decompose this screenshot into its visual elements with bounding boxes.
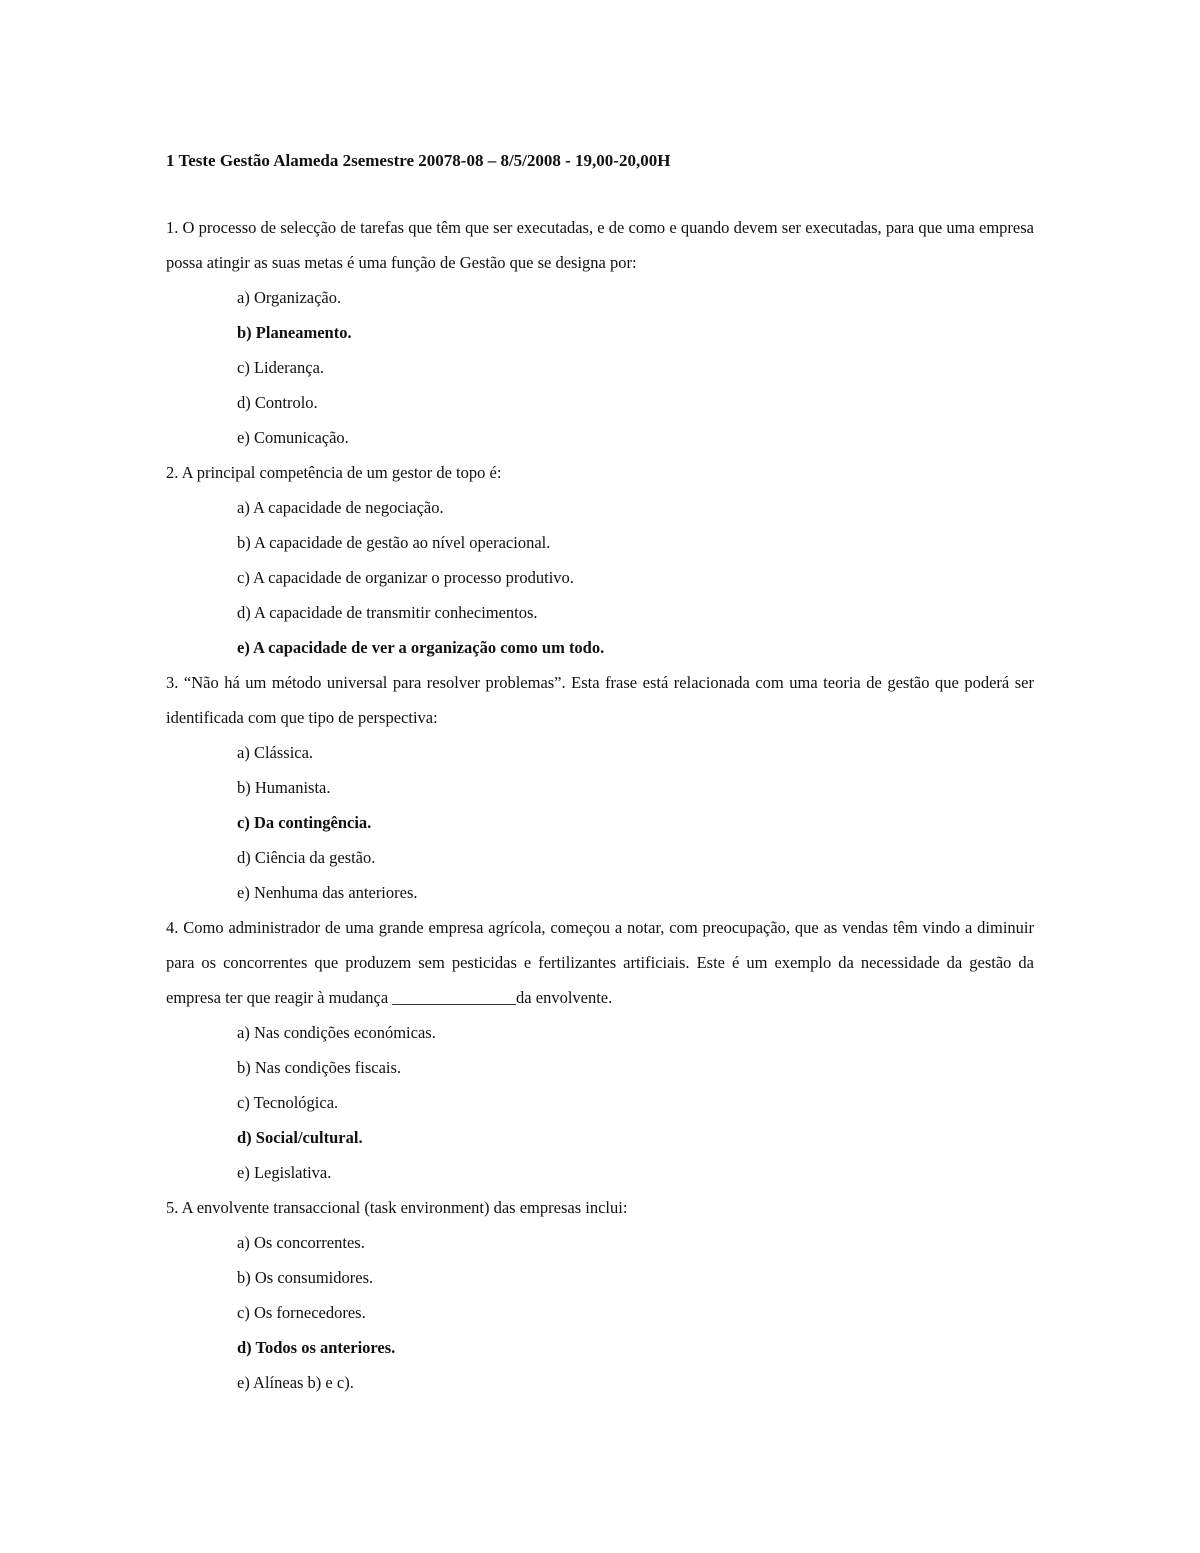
question-text: 5. A envolvente transaccional (task environment) das empresas inclui: xyxy=(166,1198,628,1217)
answer-option: a) Os concorrentes. xyxy=(237,1233,365,1252)
question-block xyxy=(166,910,1034,1190)
answer-option-correct: e) A capacidade de ver a organização como um todo. xyxy=(237,638,605,657)
question-text: 4. Como administrador de uma grande empresa agrícola, começou a notar, com preocupação, que as vendas têm vindo a diminuir para os concorrentes que produzem sem pesticidas e fertilizantes artificiais. Este é um exemplo da necessidade da gestão da empresa ter que reagir à mudança _______________da envolvente. xyxy=(166,918,1034,1007)
question-list xyxy=(166,210,1034,1400)
question-text: 3. “Não há um método universal para resolver problemas”. Esta frase está relacionada com uma teoria de gestão que poderá ser identificada com que tipo de perspectiva: xyxy=(166,673,1034,727)
document-title: 1 Teste Gestão Alameda 2semestre 20078-08 – 8/5/2008 - 19,00-20,00H xyxy=(166,151,671,170)
answer-options xyxy=(166,280,1034,455)
answer-option: c) Tecnológica. xyxy=(237,1093,339,1112)
answer-option: a) Nas condições económicas. xyxy=(237,1023,436,1042)
question-block xyxy=(166,665,1034,910)
answer-options xyxy=(166,1225,1034,1400)
answer-options xyxy=(166,735,1034,910)
answer-option-correct: b) Planeamento. xyxy=(237,323,352,342)
answer-option: b) Nas condições fiscais. xyxy=(237,1058,402,1077)
answer-option: c) A capacidade de organizar o processo produtivo. xyxy=(237,568,574,587)
answer-option: d) Controlo. xyxy=(237,393,318,412)
answer-option-correct: d) Todos os anteriores. xyxy=(237,1338,396,1357)
answer-option: a) A capacidade de negociação. xyxy=(237,498,444,517)
document-content xyxy=(166,148,1034,1400)
answer-option: e) Comunicação. xyxy=(237,428,349,447)
answer-option: a) Organização. xyxy=(237,288,342,307)
answer-option: b) Os consumidores. xyxy=(237,1268,374,1287)
answer-option: b) Humanista. xyxy=(237,778,331,797)
answer-option: a) Clássica. xyxy=(237,743,314,762)
answer-options xyxy=(166,1015,1034,1190)
question-text: 2. A principal competência de um gestor de topo é: xyxy=(166,463,502,482)
answer-option: c) Os fornecedores. xyxy=(237,1303,366,1322)
question-block xyxy=(166,1190,1034,1400)
answer-option-correct: d) Social/cultural. xyxy=(237,1128,363,1147)
answer-option: e) Alíneas b) e c). xyxy=(237,1373,354,1392)
question-block xyxy=(166,210,1034,455)
answer-option: e) Legislativa. xyxy=(237,1163,332,1182)
question-text: 1. O processo de selecção de tarefas que têm que ser executadas, e de como e quando devem ser executadas, para que uma empresa possa atingir as suas metas é uma função de Gestão que se designa por: xyxy=(166,218,1034,272)
answer-option: b) A capacidade de gestão ao nível operacional. xyxy=(237,533,551,552)
answer-option-correct: c) Da contingência. xyxy=(237,813,372,832)
answer-option: c) Liderança. xyxy=(237,358,325,377)
answer-option: d) Ciência da gestão. xyxy=(237,848,376,867)
answer-options xyxy=(166,490,1034,665)
answer-option: d) A capacidade de transmitir conhecimentos. xyxy=(237,603,538,622)
answer-option: e) Nenhuma das anteriores. xyxy=(237,883,418,902)
question-block xyxy=(166,455,1034,665)
